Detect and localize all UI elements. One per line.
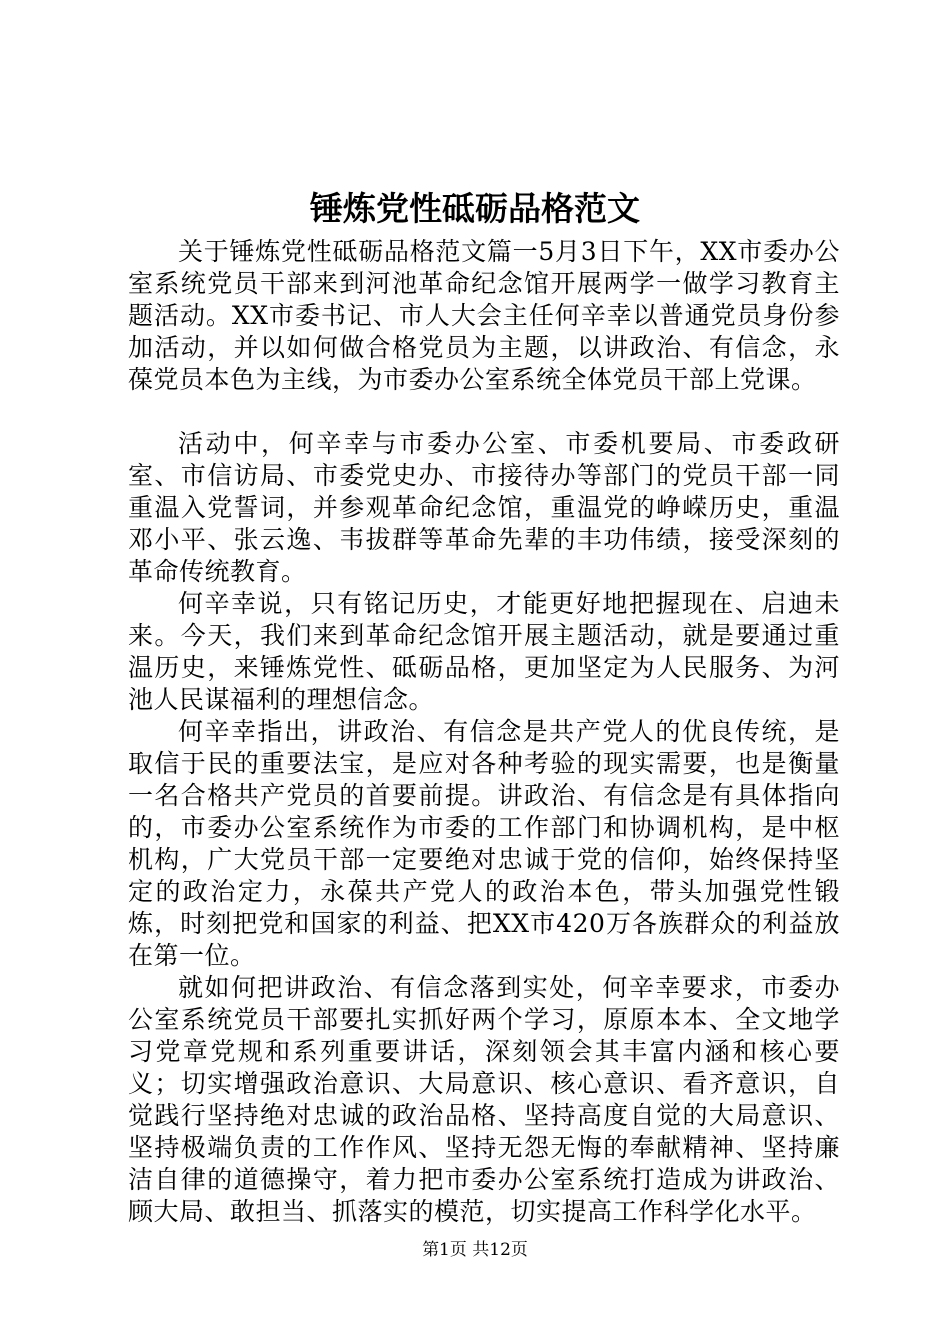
document-title: 锤炼党性砥砺品格范文 <box>310 189 640 228</box>
paragraph-1: 关于锤炼党性砥砺品格范文篇一5月3日下午，XX市委办公室系统党员干部来到河池革命纪念馆开展两学一做学习教育主题活动。XX市委书记、市人大会主任何辛幸以普通党员身份参加活动，并以如何做合格党员为主题，以讲政治、有信念，永葆党员本色为主线，为市委办公室系统全体党员干部上党课。 <box>128 237 840 394</box>
paragraph-2: 活动中，何辛幸与市委办公室、市委机要局、市委政研室、市信访局、市委党史办、市接待办等部门的党员干部一同重温入党誓词，并参观革命纪念馆，重温党的峥嵘历史，重温邓小平、张云逸、韦拔群等革命先辈的丰功伟绩，接受深刻的革命传统教育。 <box>128 429 840 586</box>
paragraph-5: 就如何把讲政治、有信念落到实处，何辛幸要求，市委办公室系统党员干部要扎实抓好两个学习，原原本本、全文地学习党章党规和系列重要讲话，深刻领会其丰富内涵和核心要义；切实增强政治意识、大局意识、核心意识、看齐意识，自觉践行坚持绝对忠诚的政治品格、坚持高度自觉的大局意识、坚持极端负责的工作作风、坚持无怨无悔的奉献精神、坚持廉洁自律的道德操守，着力把市委办公室系统打造成为讲政治、顾大局、敢担当、抓落实的模范，切实提高工作科学化水平。 <box>128 973 840 1226</box>
paragraph-4: 何辛幸指出，讲政治、有信念是共产党人的优良传统，是取信于民的重要法宝，是应对各种考验的现实需要，也是衡量一名合格共产党员的首要前提。讲政治、有信念是有具体指向的，市委办公室系统作为市委的工作部门和协调机构，是中枢机构，广大党员干部一定要绝对忠诚于党的信仰，始终保持坚定的政治定力，永葆共产党人的政治本色，带头加强党性锻炼，时刻把党和国家的利益、把XX市420万各族群众的利益放在第一位。 <box>128 717 840 970</box>
page-number-indicator: 第1页 共12页 <box>422 1240 528 1260</box>
document-body <box>128 236 840 1228</box>
paragraph-3: 何辛幸说，只有铭记历史，才能更好地把握现在、启迪未来。今天，我们来到革命纪念馆开展主题活动，就是要通过重温历史，来锤炼党性、砥砺品格，更加坚定为人民服务、为河池人民谋福利的理想信念。 <box>128 589 840 714</box>
page-footer <box>0 1238 950 1262</box>
